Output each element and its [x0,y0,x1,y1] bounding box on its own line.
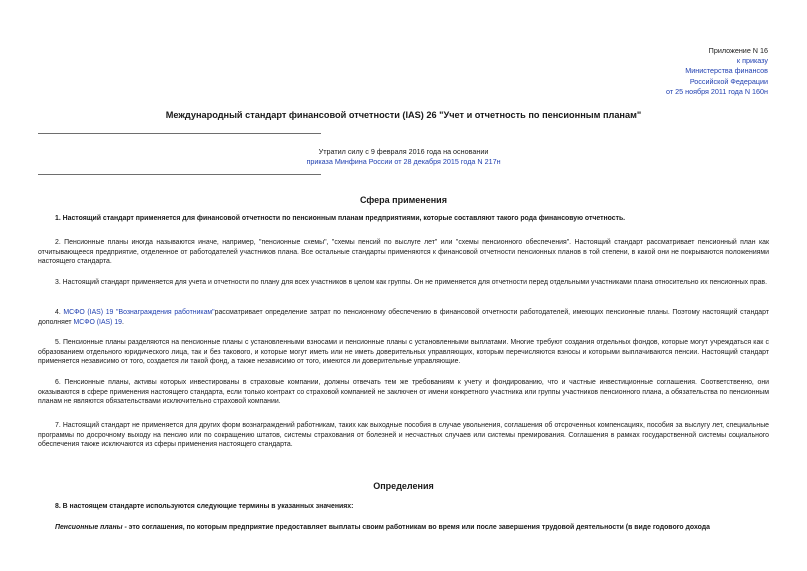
ias19-link[interactable]: МСФО (IAS) 19 [73,318,123,326]
divider-top [38,133,321,134]
annex-date-link[interactable]: от 25 ноября 2011 года N 160н [666,86,768,96]
divider-bottom [38,174,321,175]
paragraph-1: 1. Настоящий стандарт применяется для финансовой отчетности по пенсионным планам предприятиями, которые составляют такого рода финансовую отчетность. [55,215,626,222]
paragraph-4-prefix: 4. [55,309,64,316]
paragraph-5: 5. Пенсионные планы разделяются на пенсионные планы с установленными взносами и пенсионные планы с установленными выплатами. Многие требуют создания отдельных фондов, которые могут учреждаться как с образованием отдельного юридического лица, так и без такового, и которые могут иметь или не иметь доверительных управляющих, которым перечисляются взносы и которыми выплачиваются пенсии. Настоящий стандарт применяется независимо от того, создается ли такой фонд, а также независимо от того, имеются ли доверительные управляющие. [38,339,769,366]
paragraph-4-text: рассматривает определение затрат по пенсионному обеспечению в финансовой отчетности работодателей, имеющих пенсионные планы. Поэтому настоящий стандарт дополняет [38,309,769,326]
ias19-title-link[interactable]: МСФО (IAS) 19 "Вознаграждения работникам" [63,309,215,316]
document-title: Международный стандарт финансовой отчетности (IAS) 26 "Учет и отчетность по пенсионным планам" [165,110,642,120]
paragraph-9 [38,523,769,533]
expired-text: Утратил силу с 9 февраля 2016 года на основании [318,147,489,156]
expired-notice [0,147,807,167]
paragraph-9-text: - это соглашения, по которым предприятие предоставляет выплаты своим работникам во время или после завершения трудовой деятельности (в виде годового дохода [122,524,710,531]
paragraph-8: 8. В настоящем стандарте используются следующие термины в указанных значениях: [55,503,354,510]
section-title-definitions: Определения [373,481,434,491]
paragraph-6: 6. Пенсионные планы, активы которых инвестированы в страховые компании, должны отвечать тем же требованиям к учету и фондированию, что и частные инвестиционные соглашения. Соответственно, они оказываются в сфере применения настоящего стандарта, если только контракт со страховой компанией не заключен от имени конкретного участника или группы участников пенсионного плана, а обязательства по пенсионным планам не являются обязательствами исключительно страховой компании. [38,379,769,406]
annex-number: Приложение N 16 [708,46,768,55]
annex-header [666,46,768,97]
term-pension-plans: Пенсионные планы [55,524,123,531]
paragraph-4-suffix: . [122,318,124,326]
expired-order-link[interactable]: приказа Минфина России от 28 декабря 2015 года N 217н [306,157,501,167]
paragraph-3: 3. Настоящий стандарт применяется для учета и отчетности по плану для всех участников в целом как группы. Он не применяется для отчетности перед отдельными участниками плана относительно их пенсионных прав. [55,279,767,286]
paragraph-4 [38,308,769,327]
paragraph-7: 7. Настоящий стандарт не применяется для других форм вознаграждений работникам, таких как выходные пособия в случае увольнения, соглашения об отсроченных компенсациях, пособия за выслугу лет, специальные программы по досрочному выходу на пенсию или по сокращению штатов, системы страхования от болезней и несчастных случаев или системы премирования. Соглашения в рамках государственной системы социального обеспечения также исключаются из сферы применения настоящего стандарта. [38,422,769,449]
annex-ministry-link[interactable]: Министерства финансов [685,66,768,76]
annex-federation-link[interactable]: Российской Федерации [689,76,768,86]
section-title-scope: Сфера применения [360,195,447,205]
annex-order-link[interactable]: к приказу [736,56,768,66]
paragraph-2: 2. Пенсионные планы иногда называются иначе, например, "пенсионные схемы", "схемы пенсий по выслуге лет" или "схемы пенсионного обеспечения". Настоящий стандарт рассматривает пенсионный план как отчитывающееся предприятие, отделенное от работодателей участников плана. Все остальные стандарты применяются к финансовой отчетности пенсионных планов в той степени, в какой они не покрываются положениями настоящего стандарта. [38,239,769,266]
